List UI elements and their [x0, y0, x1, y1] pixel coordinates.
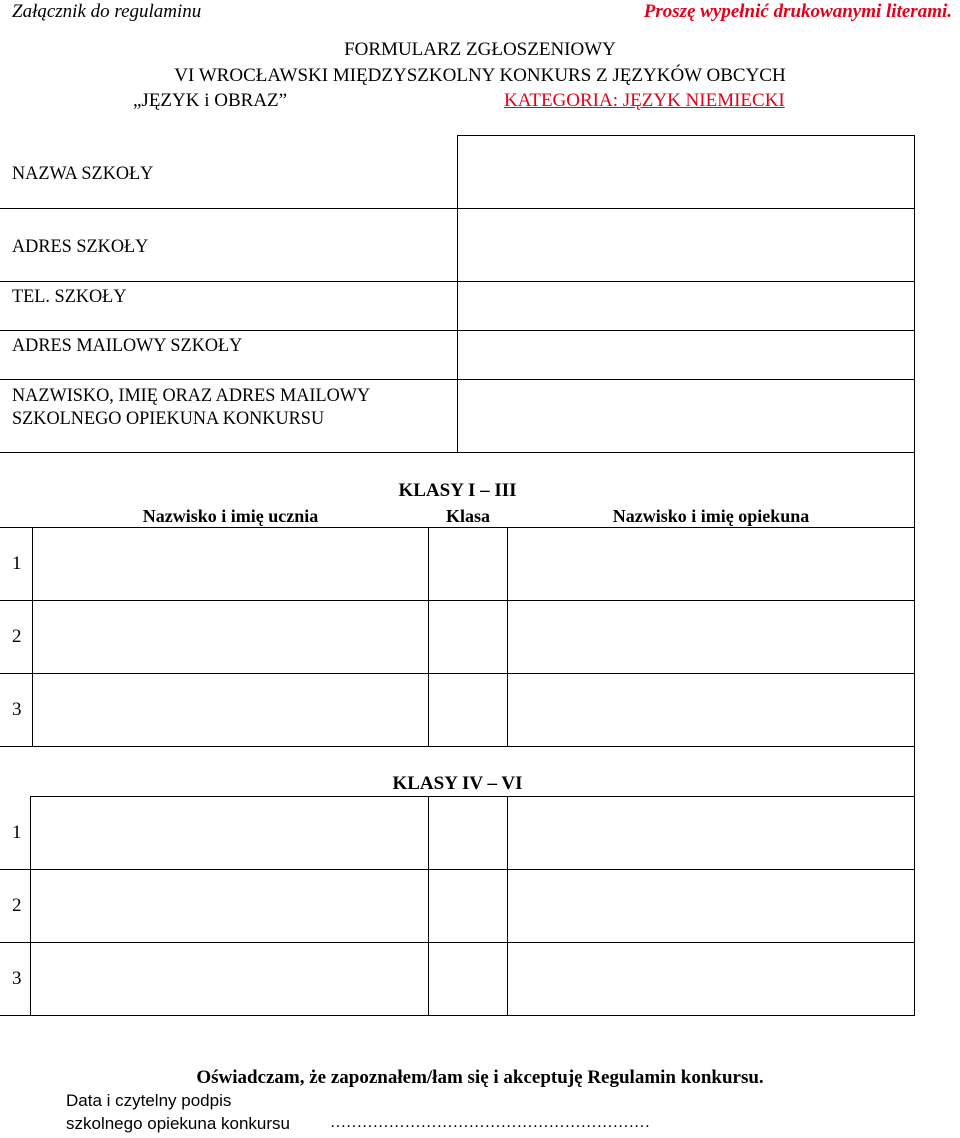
student-name-field[interactable] [32, 944, 426, 1014]
signature-label-line2: szkolnego opiekuna konkursu [66, 1114, 290, 1133]
tutor-name-field[interactable] [509, 602, 913, 672]
declaration-text: Oświadczam, że zapoznałem/łam się i akceptuję Regulamin konkursu. [196, 1067, 764, 1088]
row-number: 3 [12, 968, 22, 989]
row-number: 1 [12, 553, 22, 574]
column-header-student: Nazwisko i imię ucznia [142, 506, 319, 526]
school-address-label: ADRES SZKOŁY [12, 236, 149, 257]
form-title: FORMULARZ ZGŁOSZENIOWY [344, 39, 616, 60]
attachment-note: Załącznik do regulaminu [12, 1, 202, 22]
class-field[interactable] [430, 798, 506, 868]
signature-label-line1: Data i czytelny podpis [66, 1091, 232, 1110]
student-name-field[interactable] [32, 798, 426, 868]
section-title-grades-1-3: KLASY I – III [398, 480, 517, 501]
school-name-label: NAZWA SZKOŁY [12, 163, 154, 184]
row-number: 2 [12, 626, 22, 647]
tutor-name-field[interactable] [509, 871, 913, 941]
class-field[interactable] [430, 871, 506, 941]
class-field[interactable] [430, 944, 506, 1014]
student-name-field[interactable] [34, 675, 426, 745]
tutor-name-field[interactable] [509, 529, 913, 599]
class-field[interactable] [430, 675, 506, 745]
tutor-label-line2: SZKOLNEGO OPIEKUNA KONKURSU [12, 408, 325, 429]
class-field[interactable] [430, 529, 506, 599]
section-title-grades-4-6: KLASY IV – VI [392, 773, 523, 794]
row-number: 3 [12, 699, 22, 720]
row-number: 1 [12, 822, 22, 843]
school-phone-field[interactable] [460, 283, 912, 329]
fill-instruction: Proszę wypełnić drukowanymi literami. [643, 1, 952, 22]
tutor-name-field[interactable] [509, 798, 913, 868]
row-number: 2 [12, 895, 22, 916]
school-email-label: ADRES MAILOWY SZKOŁY [12, 335, 243, 356]
student-name-field[interactable] [34, 529, 426, 599]
category-label: KATEGORIA: JĘZYK NIEMIECKI [504, 90, 785, 111]
school-email-field[interactable] [460, 332, 912, 378]
student-name-field[interactable] [32, 871, 426, 941]
column-header-class: Klasa [445, 506, 490, 526]
contest-title: VI WROCŁAWSKI MIĘDZYSZKOLNY KONKURS Z JĘZYKÓW OBCYCH [174, 65, 786, 86]
school-name-field[interactable] [460, 137, 912, 207]
class-field[interactable] [430, 602, 506, 672]
signature-line[interactable]: …………………………………………………… [330, 1114, 650, 1131]
contest-subtitle: „JĘZYK i OBRAZ” [133, 90, 288, 111]
tutor-name-field[interactable] [509, 675, 913, 745]
column-header-tutor: Nazwisko i imię opiekuna [612, 506, 810, 526]
student-name-field[interactable] [34, 602, 426, 672]
tutor-field[interactable] [460, 381, 912, 451]
tutor-label-line1: NAZWISKO, IMIĘ ORAZ ADRES MAILOWY [12, 385, 371, 406]
school-phone-label: TEL. SZKOŁY [12, 286, 127, 307]
tutor-name-field[interactable] [509, 944, 913, 1014]
school-address-field[interactable] [460, 210, 912, 280]
